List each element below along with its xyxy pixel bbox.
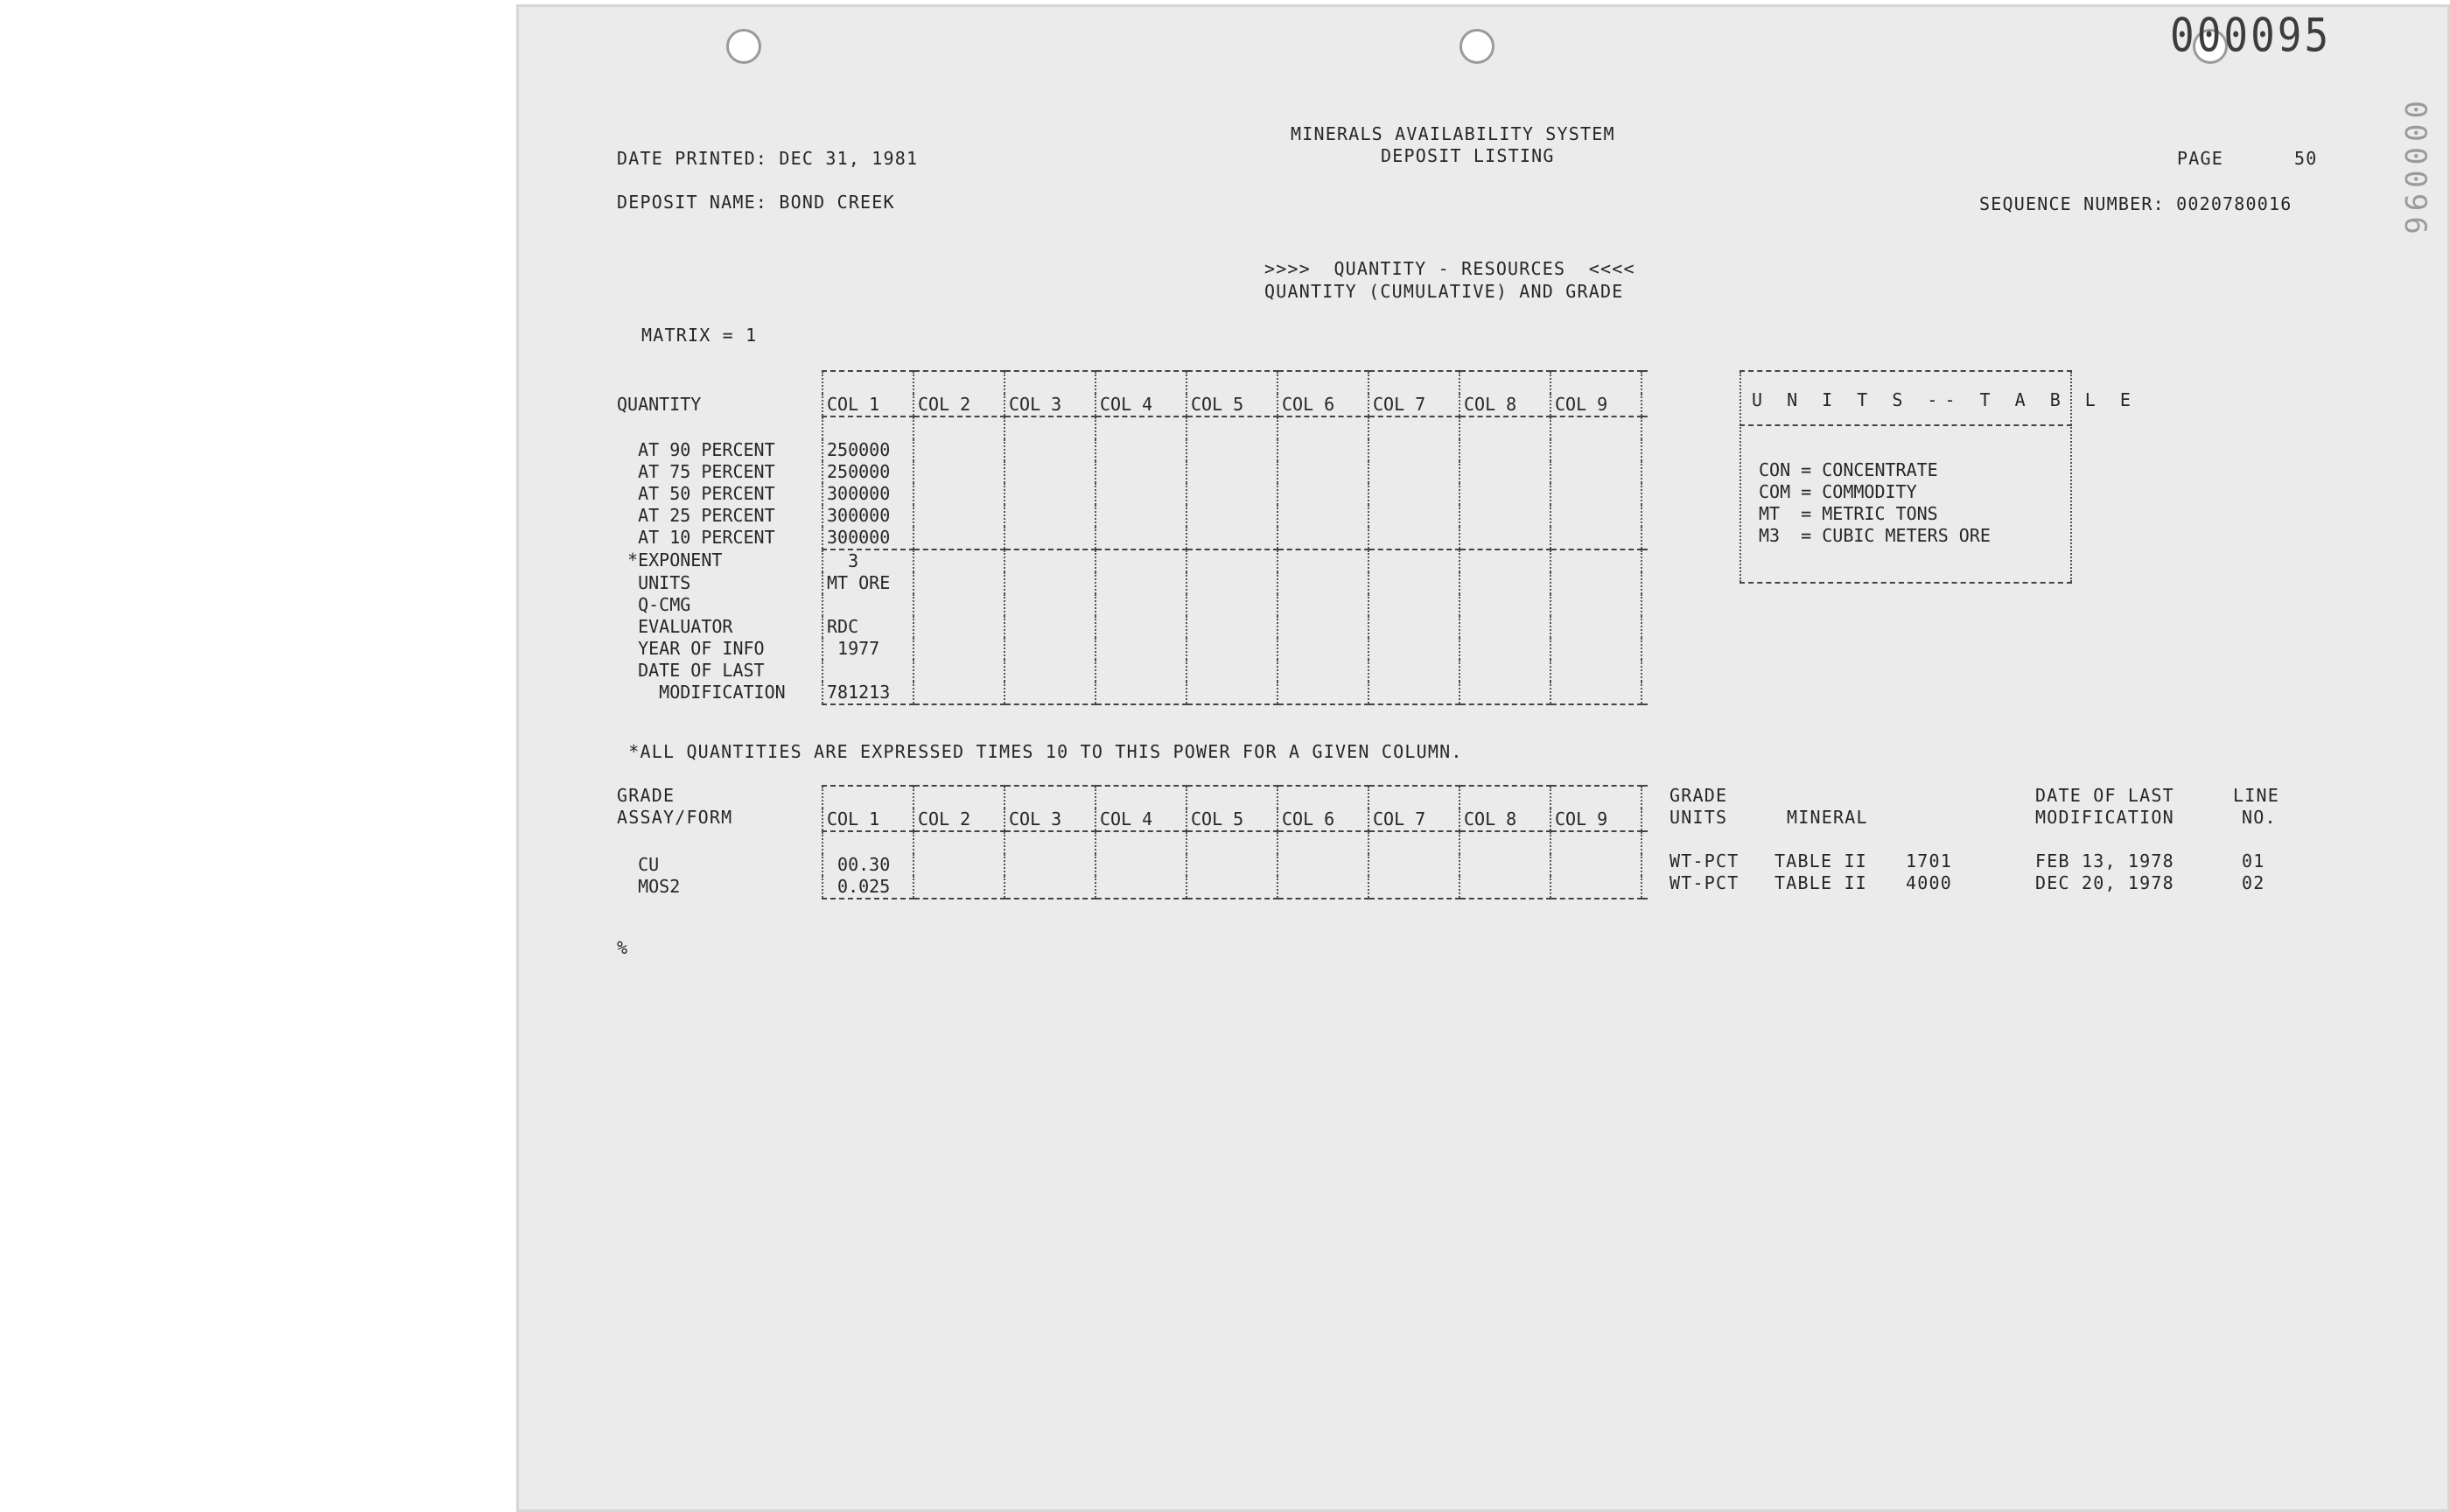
footer-mark: % bbox=[617, 937, 629, 958]
punch-hole bbox=[726, 29, 761, 64]
units-entry: M3 = CUBIC METERS ORE bbox=[1759, 525, 1991, 546]
units-entry: COM = COMMODITY bbox=[1759, 481, 1917, 502]
line-header: NO. bbox=[2242, 807, 2277, 828]
grade-code: 4000 bbox=[1906, 872, 1952, 893]
date-header: MODIFICATION bbox=[2035, 807, 2174, 828]
table-row: *EXPONENT 3 bbox=[617, 550, 1648, 572]
table-row: UNITS MT ORE bbox=[617, 572, 1648, 594]
table-row: AT 25 PERCENT 300000 bbox=[617, 505, 1648, 527]
section-title: >>>> QUANTITY - RESOURCES <<<< bbox=[1264, 258, 1635, 279]
matrix-label: MATRIX = 1 bbox=[641, 325, 758, 346]
section-subtitle: QUANTITY (CUMULATIVE) AND GRADE bbox=[1264, 281, 1624, 302]
punch-hole bbox=[1460, 29, 1494, 64]
grade-units: WT-PCT bbox=[1670, 872, 1740, 893]
deposit-name: DEPOSIT NAME: BOND CREEK bbox=[617, 192, 895, 213]
column-header: COL 6 bbox=[1278, 394, 1368, 416]
column-header: COL 1 bbox=[822, 808, 914, 831]
column-header: COL 7 bbox=[1368, 394, 1460, 416]
column-header: COL 5 bbox=[1186, 394, 1278, 416]
grade-mineral: TABLE II bbox=[1774, 872, 1867, 893]
system-title: MINERALS AVAILABILITY SYSTEM bbox=[1291, 123, 1615, 144]
footnote: *ALL QUANTITIES ARE EXPRESSED TIMES 10 TO THIS POWER FOR A GIVEN COLUMN. bbox=[617, 741, 1463, 762]
units-entry: MT = METRIC TONS bbox=[1759, 503, 1938, 524]
grade-label: GRADE bbox=[617, 785, 676, 806]
column-header: COL 3 bbox=[1004, 394, 1096, 416]
column-header: COL 9 bbox=[1550, 394, 1642, 416]
table-row: AT 90 PERCENT 250000 bbox=[617, 439, 1648, 461]
column-header: COL 8 bbox=[1460, 808, 1550, 831]
table-row: DATE OF LAST bbox=[617, 660, 1648, 682]
quantity-label: QUANTITY bbox=[617, 394, 702, 415]
column-header: COL 7 bbox=[1368, 808, 1460, 831]
table-row: AT 10 PERCENT 300000 bbox=[617, 527, 1648, 550]
listing-title: DEPOSIT LISTING bbox=[1381, 145, 1555, 166]
page-number: 50 bbox=[2294, 148, 2318, 169]
column-header: COL 5 bbox=[1186, 808, 1278, 831]
table-row: YEAR OF INFO 1977 bbox=[617, 638, 1648, 660]
column-header: COL 6 bbox=[1278, 808, 1368, 831]
grade-code: 1701 bbox=[1906, 850, 1952, 872]
units-entry: CON = CONCENTRATE bbox=[1759, 459, 1938, 480]
column-header: COL 4 bbox=[1096, 808, 1186, 831]
edge-stamp: 000096 bbox=[2398, 101, 2432, 240]
document-page bbox=[516, 4, 2450, 1512]
table-row: Q-CMG bbox=[617, 594, 1648, 616]
page-stamp: 000095 bbox=[2170, 7, 2332, 63]
grade-units: WT-PCT bbox=[1670, 850, 1740, 872]
table-row: MOS2 0.025 bbox=[617, 876, 1648, 899]
grade-table bbox=[617, 785, 1648, 900]
column-header: COL 8 bbox=[1460, 394, 1550, 416]
table-row: AT 50 PERCENT 300000 bbox=[617, 483, 1648, 505]
grade-units-header: GRADE bbox=[1670, 785, 1728, 806]
units-table bbox=[1740, 370, 2138, 584]
grade-date: FEB 13, 1978 bbox=[2035, 850, 2174, 872]
column-header: COL 3 bbox=[1004, 808, 1096, 831]
line-header: LINE bbox=[2233, 785, 2279, 806]
table-row: MODIFICATION 781213 bbox=[617, 682, 1648, 704]
table-row: CU 00.30 bbox=[617, 854, 1648, 876]
column-header: COL 9 bbox=[1550, 808, 1642, 831]
column-header: COL 2 bbox=[914, 394, 1004, 416]
date-printed: DATE PRINTED: DEC 31, 1981 bbox=[617, 148, 919, 169]
units-table-title: U N I T S -- T A B L E bbox=[1752, 389, 2138, 410]
grade-mineral: TABLE II bbox=[1774, 850, 1867, 872]
grade-line: 02 bbox=[2242, 872, 2265, 893]
assay-form-label: ASSAY/FORM bbox=[617, 807, 733, 828]
column-header: COL 2 bbox=[914, 808, 1004, 831]
grade-date: DEC 20, 1978 bbox=[2035, 872, 2174, 893]
sequence-number: SEQUENCE NUMBER: 0020780016 bbox=[1979, 193, 2292, 214]
grade-units-header: UNITS bbox=[1670, 807, 1728, 828]
table-row: EVALUATOR RDC bbox=[617, 616, 1648, 638]
page-label: PAGE bbox=[2177, 148, 2223, 169]
date-header: DATE OF LAST bbox=[2035, 785, 2174, 806]
quantity-table bbox=[617, 370, 1648, 705]
column-header: COL 4 bbox=[1096, 394, 1186, 416]
column-header: COL 1 bbox=[822, 394, 914, 416]
table-row: AT 75 PERCENT 250000 bbox=[617, 461, 1648, 483]
mineral-header: MINERAL bbox=[1787, 807, 1868, 828]
grade-line: 01 bbox=[2242, 850, 2265, 872]
